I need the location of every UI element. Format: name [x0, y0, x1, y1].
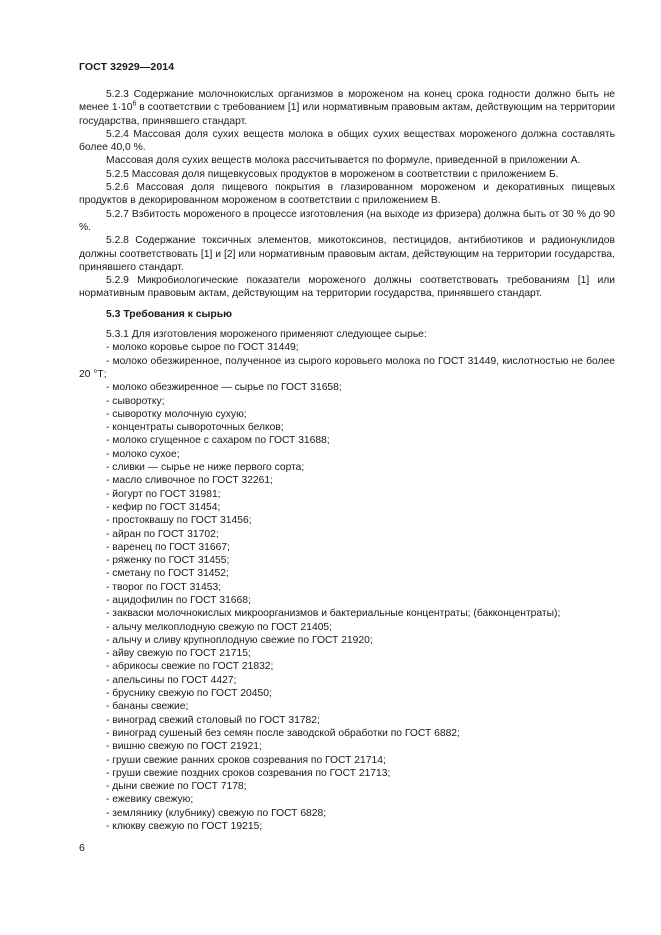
- list-item: - виноград сушеный без семян после заводской обработки по ГОСТ 6882;: [106, 727, 460, 739]
- list-item: - молоко коровье сырое по ГОСТ 31449;: [106, 342, 299, 354]
- paragraph-5-2-3: [79, 88, 615, 128]
- raw-materials-list: [79, 341, 615, 833]
- paragraph-5-2-3-text-a: 5.2.3 Содержание молочнокислых организмов в мороженом на конец срока годности должно быть не менее 1·10: [79, 89, 615, 114]
- list-item: - ежевику свежую;: [106, 794, 194, 806]
- list-item: - молоко обезжиренное, полученное из сырого коровьего молока по ГОСТ 31449, кислотностью не более 20 °Т;: [79, 355, 615, 380]
- paragraph-5-2-7: 5.2.7 Взбитость мороженого в процессе изготовления (на выходе из фризера) должна быть от 30 % до 90 %.: [79, 208, 615, 233]
- section-heading: 5.3 Требования к сырью: [106, 308, 233, 320]
- list-item: - молоко обезжиренное — сырье по ГОСТ 31658;: [106, 382, 342, 394]
- list-item: - творог по ГОСТ 31453;: [106, 581, 222, 593]
- list-item: - груши свежие поздних сроков созревания по ГОСТ 21713;: [106, 767, 391, 779]
- list-item: - алычу мелкоплодную свежую по ГОСТ 21405;: [106, 621, 333, 633]
- list-item: - варенец по ГОСТ 31667;: [106, 541, 230, 553]
- list-item: - сливки — сырье не ниже первого сорта;: [106, 462, 305, 474]
- page-number: 6: [79, 842, 85, 854]
- list-item: - масло сливочное по ГОСТ 32261;: [106, 475, 273, 487]
- list-item: - алычу и сливу крупноплодную свежие по ГОСТ 21920;: [106, 634, 373, 646]
- document-header: ГОСТ 32929—2014: [79, 61, 175, 73]
- paragraph-formula-note: Массовая доля сухих веществ молока рассчитывается по формуле, приведенной в приложении А.: [106, 155, 581, 167]
- paragraph-5-2-9: 5.2.9 Микробиологические показатели мороженого должны соответствовать требованиям [1] или нормативным правовым актам, действующим на территории государства, принявшего стандарт.: [79, 275, 615, 300]
- list-item: - бруснику свежую по ГОСТ 20450;: [106, 688, 272, 700]
- list-item: - дыни свежие по ГОСТ 7178;: [106, 781, 247, 793]
- paragraph-5-2-5: 5.2.5 Массовая доля пищевкусовых продуктов в мороженом в соответствии с приложением Б.: [106, 168, 559, 180]
- list-item: - кефир по ГОСТ 31454;: [106, 501, 221, 513]
- list-item: - простоквашу по ГОСТ 31456;: [106, 515, 252, 527]
- list-item: - клюкву свежую по ГОСТ 19215;: [106, 821, 263, 833]
- paragraph-5-2-3-text-b: в соответствии с требованием [1] или нормативным правовым актам, действующим на территории государства, принявшего стандарт.: [79, 102, 615, 127]
- list-item: - абрикосы свежие по ГОСТ 21832;: [106, 661, 274, 673]
- list-item: - бананы свежие;: [106, 701, 189, 713]
- document-body: [79, 88, 615, 833]
- exponent: 6: [132, 100, 137, 108]
- list-item: - вишню свежую по ГОСТ 21921;: [106, 741, 262, 753]
- section-intro: 5.3.1 Для изготовления мороженого применяют следующее сырье:: [106, 329, 427, 341]
- paragraph-5-2-6: 5.2.6 Массовая доля пищевого покрытия в глазированном мороженом и декоративных пищевых продуктов в декорированном мороженом в соответствии с приложением В.: [79, 182, 615, 207]
- list-item: - апельсины по ГОСТ 4427;: [106, 674, 237, 686]
- list-item: - сметану по ГОСТ 31452;: [106, 568, 229, 580]
- list-item: - груши свежие ранних сроков созревания по ГОСТ 21714;: [106, 754, 386, 766]
- list-item: - молоко сухое;: [106, 448, 180, 460]
- spacer: [79, 301, 615, 308]
- list-item: - йогурт по ГОСТ 31981;: [106, 488, 221, 500]
- list-item: - айву свежую по ГОСТ 21715;: [106, 648, 251, 660]
- list-item: - концентраты сывороточных белков;: [106, 422, 284, 434]
- list-item: - молоко сгущенное с сахаром по ГОСТ 31688;: [106, 435, 330, 447]
- list-item: - ацидофилин по ГОСТ 31668;: [106, 594, 251, 606]
- list-item: - айран по ГОСТ 31702;: [106, 528, 219, 540]
- list-item: - землянику (клубнику) свежую по ГОСТ 6828;: [106, 807, 327, 819]
- paragraph-5-2-8: 5.2.8 Содержание токсичных элементов, микотоксинов, пестицидов, антибиотиков и радионуклидов должны соответствовать [1] и [2] или нормативным правовым актам, действующим на территории государства, принявшего стандарт.: [79, 235, 615, 273]
- list-item: - ряженку по ГОСТ 31455;: [106, 555, 230, 567]
- paragraph-5-2-4: 5.2.4 Массовая доля сухих веществ молока в общих сухих веществах мороженого должна составлять более 40,0 %.: [79, 128, 615, 154]
- list-item: - сыворотку молочную сухую;: [106, 408, 247, 420]
- list-item: - сыворотку;: [106, 395, 165, 407]
- list-item: - закваски молочнокислых микроорганизмов и бактериальные концентраты; (бакконцентраты);: [106, 608, 561, 620]
- list-item: - виноград свежий столовый по ГОСТ 31782;: [106, 714, 320, 726]
